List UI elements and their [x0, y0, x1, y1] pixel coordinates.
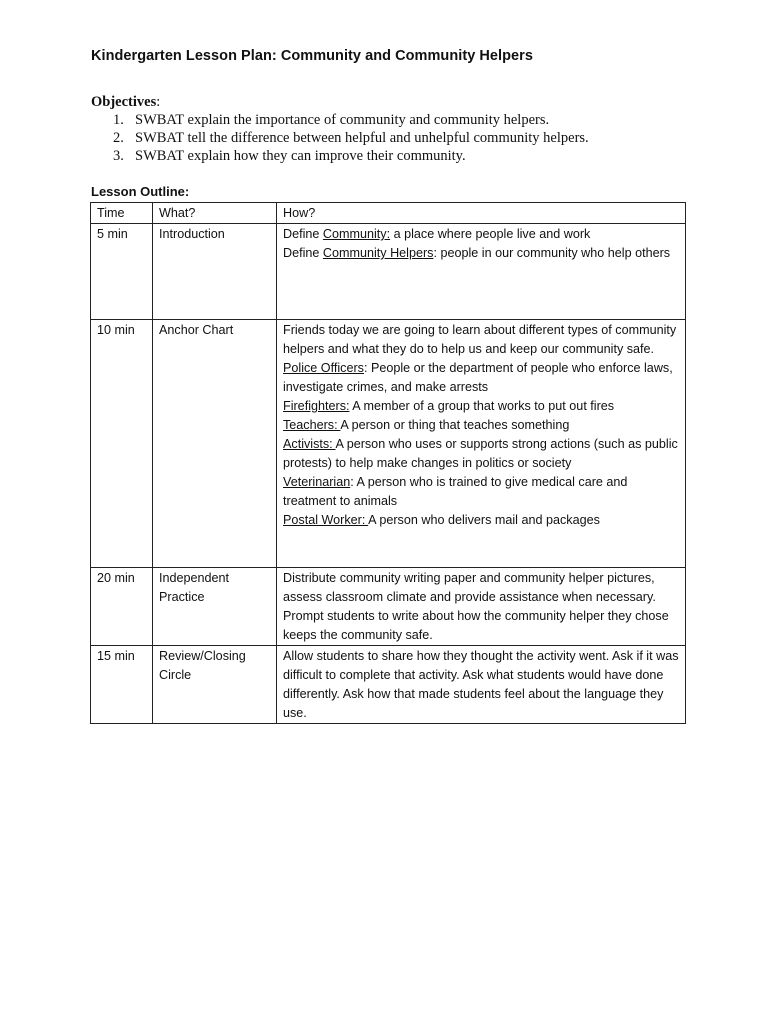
- term-police-officers: Police Officers: [283, 361, 364, 375]
- how-definition: : people in our community who help others: [433, 246, 671, 260]
- what-cell: Independent Practice: [153, 568, 277, 646]
- column-header-what: What?: [153, 203, 277, 224]
- objective-item: [91, 147, 589, 165]
- how-text: Allow students to share how they thought the activity went. Ask if it was difficult to complete that activity. Ask what students would have done differently. Ask how that made students feel about the language they use.: [283, 649, 679, 720]
- how-prefix: Define: [283, 227, 323, 241]
- how-definition: A member of a group that works to put out fires: [349, 399, 615, 413]
- column-header-time: Time: [91, 203, 153, 224]
- how-line: [283, 359, 679, 397]
- term-firefighters: Firefighters:: [283, 399, 350, 413]
- objective-number: 2.: [113, 130, 124, 146]
- how-definition: : People or the department of people who enforce laws, investigate crimes, and make arrests: [283, 361, 673, 394]
- objectives-section: [91, 93, 589, 165]
- how-definition: A person who uses or supports strong actions (such as public protests) to help make changes in politics or society: [283, 437, 678, 470]
- objectives-heading-colon: :: [156, 94, 161, 110]
- objective-number: 1.: [113, 112, 124, 128]
- objectives-list: [91, 111, 589, 165]
- how-intro: Friends today we are going to learn about different types of community helpers and what they do to help us and keep our community safe.: [283, 323, 677, 356]
- how-line: [283, 473, 679, 511]
- time-cell: 5 min: [91, 224, 153, 320]
- how-cell: [277, 320, 686, 568]
- how-cell: [277, 646, 686, 724]
- objective-number: 3.: [113, 148, 124, 164]
- term-activists: Activists:: [283, 437, 336, 451]
- how-definition: a place where people live and work: [390, 227, 591, 241]
- how-line: [283, 397, 679, 416]
- lesson-outline-table: [90, 202, 686, 724]
- how-prefix: Define: [283, 246, 323, 260]
- objectives-heading-line: [91, 93, 589, 111]
- what-cell: Anchor Chart: [153, 320, 277, 568]
- how-line: [283, 511, 679, 530]
- objective-text: SWBAT tell the difference between helpful and unhelpful community helpers.: [135, 130, 589, 146]
- term-teachers: Teachers:: [283, 418, 341, 432]
- term-postal-worker: Postal Worker:: [283, 513, 369, 527]
- what-cell: Review/Closing Circle: [153, 646, 277, 724]
- objective-text: SWBAT explain the importance of community and community helpers.: [135, 112, 550, 128]
- how-text: Distribute community writing paper and community helper pictures, assess classroom climate and provide assistance when necessary. Prompt students to write about how the community helper they chose keeps the community safe.: [283, 571, 669, 642]
- how-cell: [277, 568, 686, 646]
- table-row: [91, 646, 686, 724]
- objective-item: [91, 111, 589, 129]
- table-header-row: [91, 203, 686, 224]
- page-title: Kindergarten Lesson Plan: Community and Community Helpers: [91, 48, 533, 64]
- how-cell: [277, 224, 686, 320]
- term-community-helpers: Community Helpers: [322, 246, 434, 260]
- how-line: [283, 435, 679, 473]
- how-definition: A person who delivers mail and packages: [368, 513, 600, 527]
- lesson-outline-heading: Lesson Outline:: [91, 184, 190, 199]
- table-row: [91, 224, 686, 320]
- how-definition: : A person who is trained to give medical care and treatment to animals: [283, 475, 628, 508]
- table-row: [91, 320, 686, 568]
- how-line: [283, 244, 679, 263]
- time-cell: 10 min: [91, 320, 153, 568]
- time-cell: 20 min: [91, 568, 153, 646]
- what-cell: Introduction: [153, 224, 277, 320]
- term-community: Community:: [322, 227, 391, 241]
- how-line: [283, 416, 679, 435]
- column-header-how: How?: [277, 203, 686, 224]
- objective-item: [91, 129, 589, 147]
- how-definition: A person or thing that teaches something: [340, 418, 570, 432]
- time-cell: 15 min: [91, 646, 153, 724]
- how-line: [283, 225, 679, 244]
- table-row: [91, 568, 686, 646]
- term-veterinarian: Veterinarian: [283, 475, 351, 489]
- objective-text: SWBAT explain how they can improve their community.: [135, 148, 466, 164]
- objectives-heading: Objectives: [91, 94, 157, 110]
